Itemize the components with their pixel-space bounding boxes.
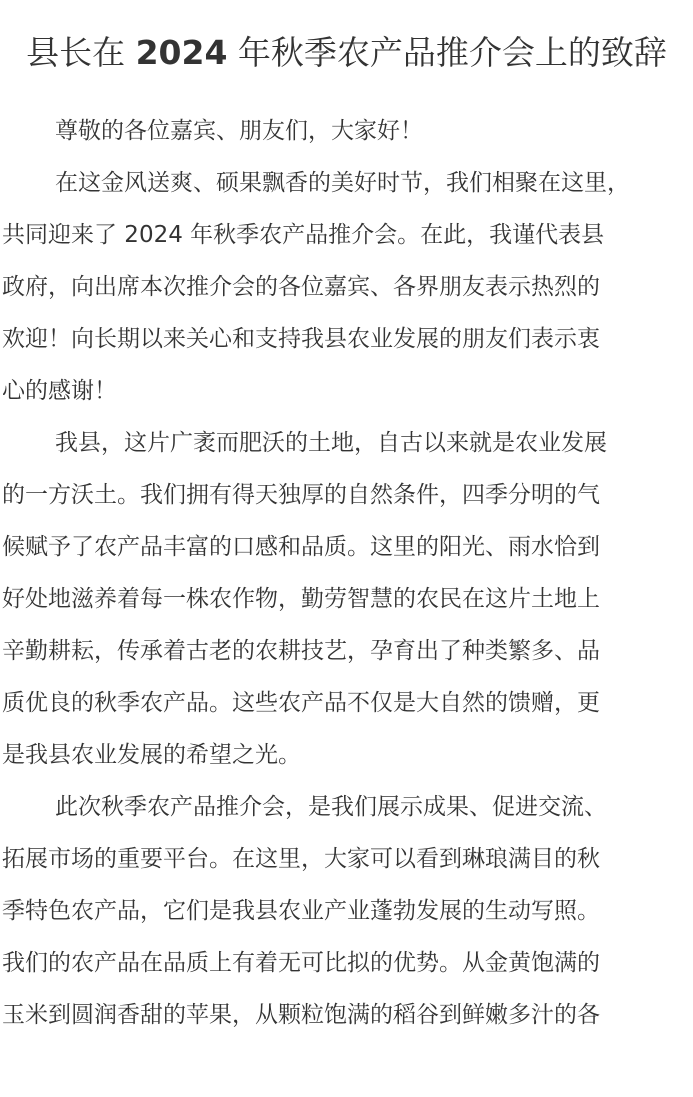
document-title [0,0,693,79]
text-line: 共同迎来了 2024 年秋季农产品推介会。在此，我谨代表县 [2,222,605,248]
text-line: 我们的农产品在品质上有着无可比拟的优势。从金黄饱满的 [2,950,600,976]
text-line: 好处地滋养着每一株农作物，勤劳智慧的农民在这片土地上 [2,586,600,612]
title-year: 2024 [135,33,228,72]
paragraph-county-intro [2,417,693,781]
text-line: 政府，向出席本次推介会的各位嘉宾、各界朋友表示热烈的 [2,274,600,300]
text-line: 季特色农产品，它们是我县农业产业蓬勃发展的生动写照。 [2,898,600,924]
paragraph-welcome [2,157,693,417]
title-prefix: 县长在 [26,33,136,72]
text-line: 欢迎！向长期以来关心和支持我县农业发展的朋友们表示衷 [2,326,600,352]
title-suffix: 年秋季农产品推介会上的致辞 [227,33,667,72]
text-line: 我县，这片广袤而肥沃的土地，自古以来就是农业发展 [55,430,607,456]
text-line: 候赋予了农产品丰富的口感和品质。这里的阳光、雨水恰到 [2,534,600,560]
text-line: 辛勤耕耘，传承着古老的农耕技艺，孕育出了种类繁多、品 [2,638,600,664]
text-line: 心的感谢！ [2,378,117,404]
text-line: 的一方沃土。我们拥有得天独厚的自然条件，四季分明的气 [2,482,600,508]
text-line: 玉米到圆润香甜的苹果，从颗粒饱满的稻谷到鲜嫩多汁的各 [2,1002,600,1028]
text-line: 在这金风送爽、硕果飘香的美好时节，我们相聚在这里， [55,170,630,196]
text-line: 拓展市场的重要平台。在这里，大家可以看到琳琅满目的秋 [2,846,600,872]
paragraph-greeting [2,105,693,157]
text-line: 尊敬的各位嘉宾、朋友们，大家好！ [55,118,423,144]
paragraph-event-platform [2,781,693,1041]
text-line: 是我县农业发展的希望之光。 [2,742,301,768]
text-line: 此次秋季农产品推介会，是我们展示成果、促进交流、 [55,794,607,820]
speech-body [2,105,693,1041]
text-line: 质优良的秋季农产品。这些农产品不仅是大自然的馈赠，更 [2,690,600,716]
